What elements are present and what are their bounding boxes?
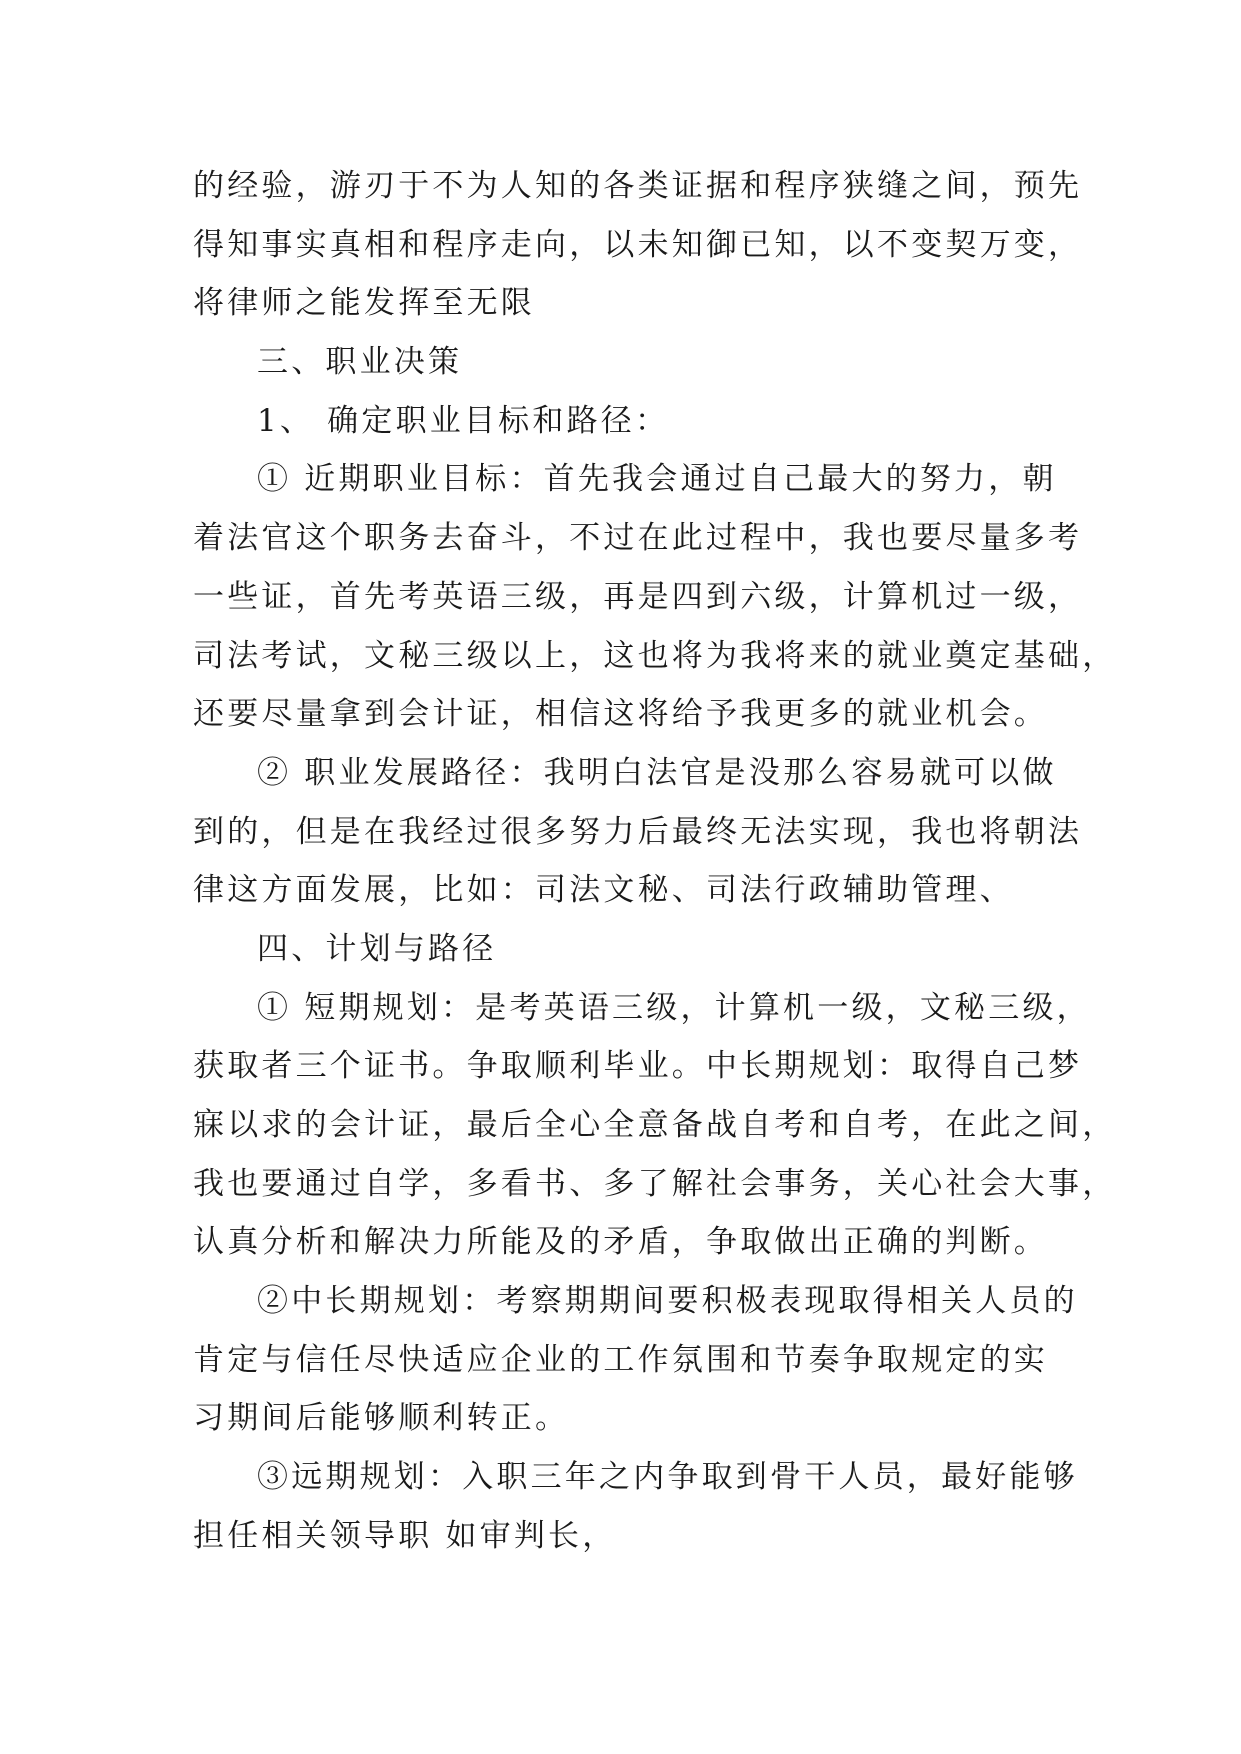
section-heading-plans-and-paths: 四、计划与路径 bbox=[257, 930, 497, 967]
document-body bbox=[193, 157, 1117, 1566]
body-line: 寐以求的会计证，最后全心全意备战自考和自考，在此之间， bbox=[193, 1107, 1117, 1143]
subsection-heading-goals-and-paths: 1、 确定职业目标和路径： bbox=[257, 402, 670, 439]
body-line: 我也要通过自学，多看书、多了解社会事务，关心社会大事， bbox=[193, 1165, 1117, 1202]
section-heading-career-decision: 三、职业决策 bbox=[257, 344, 463, 381]
body-line: 得知事实真相和程序走向，以未知御已知，以不变契万变， bbox=[193, 226, 1083, 263]
body-line: 一些证，首先考英语三级，再是四到六级，计算机过一级， bbox=[193, 578, 1083, 615]
body-line: ① 近期职业目标：首先我会通过自己最大的努力，朝 bbox=[257, 461, 1057, 498]
body-line: ②中长期规划：考察期期间要积极表现取得相关人员的 bbox=[257, 1283, 1078, 1320]
body-line: 还要尽量拿到会计证，相信这将给予我更多的就业机会。 bbox=[193, 696, 1048, 733]
body-line: ③远期规划：入职三年之内争取到骨干人员，最好能够 bbox=[257, 1459, 1078, 1496]
body-line: 的经验，游刃于不为人知的各类证据和程序狭缝之间，预先 bbox=[193, 168, 1083, 204]
body-line: 肯定与信任尽快适应企业的工作氛围和节奏争取规定的实 bbox=[193, 1341, 1048, 1378]
body-line: 获取者三个证书。争取顺利毕业。中长期规划：取得自己梦 bbox=[193, 1048, 1083, 1085]
body-line: 将律师之能发挥至无限 bbox=[193, 285, 535, 322]
body-line: 习期间后能够顺利转正。 bbox=[193, 1400, 570, 1437]
body-line: 司法考试，文秘三级以上，这也将为我将来的就业奠定基础， bbox=[193, 637, 1117, 674]
body-line: 到的，但是在我经过很多努力后最终无法实现，我也将朝法 bbox=[193, 813, 1083, 850]
body-line: ① 短期规划：是考英语三级，计算机一级，文秘三级， bbox=[257, 989, 1091, 1026]
body-line: 担任相关领导职 如审判长， bbox=[193, 1517, 617, 1554]
body-line: ② 职业发展路径：我明白法官是没那么容易就可以做 bbox=[257, 754, 1057, 791]
body-line: 认真分析和解决力所能及的矛盾，争取做出正确的判断。 bbox=[193, 1224, 1048, 1261]
body-line: 着法官这个职务去奋斗，不过在此过程中，我也要尽量多考 bbox=[193, 520, 1083, 557]
body-line: 律这方面发展，比如：司法文秘、司法行政辅助管理、 bbox=[193, 872, 1014, 909]
